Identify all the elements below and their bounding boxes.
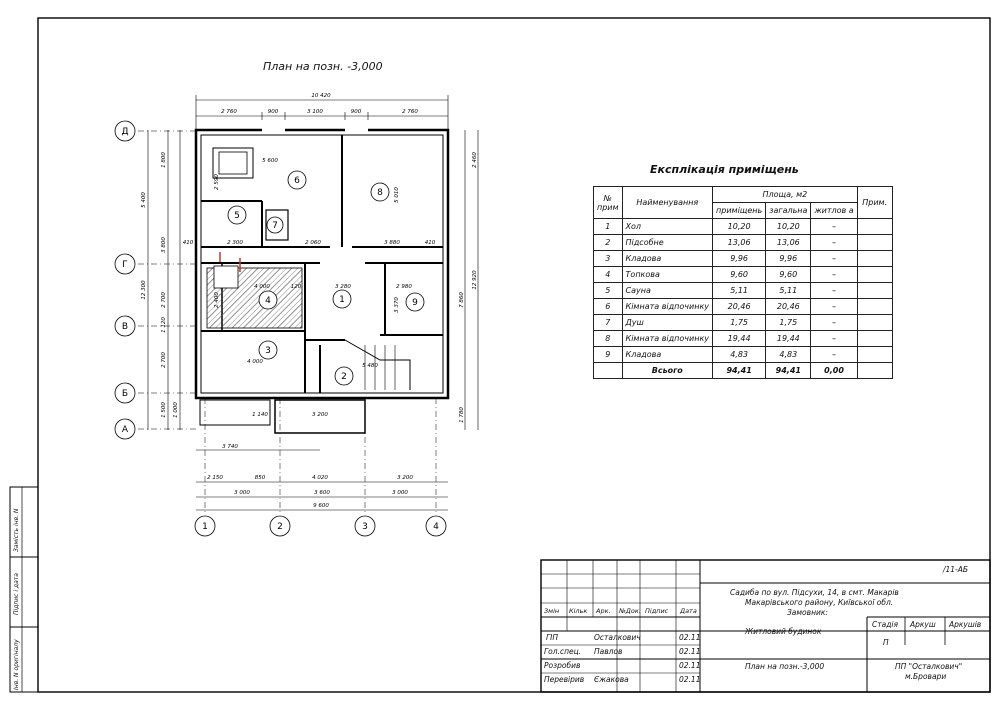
cell: 19,44 [766, 331, 811, 347]
cell: 5,11 [766, 283, 811, 299]
table-row [594, 219, 893, 235]
side-stamp-replacement: Замість інв. N [13, 508, 20, 552]
cell: 13,06 [713, 235, 766, 251]
dim-left: 1 000 [173, 402, 179, 418]
stage-label: Стадія [872, 620, 898, 629]
cell: 10,20 [766, 219, 811, 235]
dim-left: 2 700 [161, 292, 167, 308]
cell: – [811, 347, 857, 363]
cell: Сауна [622, 283, 713, 299]
cell: 20,46 [766, 299, 811, 315]
dim-total-bottom: 9 600 [313, 503, 329, 509]
cell: – [811, 251, 857, 267]
table-row [594, 235, 893, 251]
dim-bottom: 4 020 [312, 475, 328, 481]
dim-top: 3 100 [307, 109, 323, 115]
cell: 7 [594, 315, 623, 331]
building-name: Житловий будинок [745, 627, 822, 636]
dim-interior: 2 060 [305, 240, 321, 246]
dim-left: 1 120 [161, 317, 167, 333]
cell: – [811, 299, 857, 315]
table-row [594, 331, 893, 347]
table-row [594, 347, 893, 363]
cell: – [811, 267, 857, 283]
room-number-4: 4 [265, 296, 271, 306]
date: 02.11 [679, 661, 701, 670]
dim-interior: 2 590 [214, 174, 220, 190]
date: 02.11 [679, 633, 701, 642]
dim-left: 2 700 [161, 352, 167, 368]
dim-bottom2: 3 000 [234, 490, 250, 496]
dim-interior: 4 000 [247, 359, 263, 365]
axis-label-a: А [121, 425, 129, 435]
header-name: Найменування [622, 187, 713, 219]
dim-interior: 4 000 [254, 284, 270, 290]
cell: 2 [594, 235, 623, 251]
date: 02.11 [679, 675, 701, 684]
cell: 94,41 [766, 363, 811, 379]
cell: 9,96 [713, 251, 766, 267]
dim-interior: 5 480 [362, 363, 378, 369]
cell: 19,44 [713, 331, 766, 347]
dim-interior: 410 [182, 240, 194, 246]
dim-interior: 1 140 [252, 412, 268, 418]
room-number-6: 6 [294, 176, 300, 186]
cell: – [811, 331, 857, 347]
cell: 3 [594, 251, 623, 267]
cell: – [811, 235, 857, 251]
dim-right: 12 920 [472, 270, 478, 290]
cell [857, 331, 892, 347]
role: Гол.спец. [544, 647, 582, 656]
table-total-row [594, 363, 893, 379]
dim-right: 1 780 [459, 407, 465, 423]
col-header: Змін [544, 607, 560, 615]
col-header: Підпис [645, 607, 669, 615]
cell: 4,83 [713, 347, 766, 363]
cell: Душ [622, 315, 713, 331]
person-name: Осталкович [594, 633, 641, 642]
cell: 8 [594, 331, 623, 347]
organization-line-2: м.Бровари [905, 672, 947, 681]
organization-line-1: ПП "Осталкович" [895, 662, 963, 671]
cell: 9,60 [713, 267, 766, 283]
table-row [594, 283, 893, 299]
dim-interior: 2 300 [227, 240, 243, 246]
room-number-7: 7 [272, 221, 278, 231]
cell: Всього [622, 363, 713, 379]
dim-bottom: 850 [254, 475, 266, 481]
cell: Кладова [622, 251, 713, 267]
dim-interior: 2 400 [214, 292, 220, 308]
cell: Топкова [622, 267, 713, 283]
cell [857, 315, 892, 331]
dim-total-top: 10 420 [311, 93, 331, 99]
cell: 9,60 [766, 267, 811, 283]
cell: Кімната відпочинку [622, 299, 713, 315]
role: Розробив [544, 661, 581, 670]
cell [857, 299, 892, 315]
cell [857, 347, 892, 363]
dim-interior: 3 200 [312, 412, 328, 418]
room-number-9: 9 [412, 298, 418, 308]
dim-left: 3 800 [161, 237, 167, 253]
side-stamp-inventory: Інв. N оригіналу [13, 639, 20, 690]
sheet-name: План на позн.-3,000 [745, 662, 825, 671]
dim-top: 900 [350, 109, 362, 115]
stage-value: П [883, 638, 889, 647]
col-header: Дата [680, 607, 697, 615]
cell: 94,41 [713, 363, 766, 379]
header-area: Площа, м2 [713, 187, 858, 203]
drawing-code: /11-АБ [943, 565, 969, 574]
axis-label-g: Г [122, 260, 128, 270]
project-line-1: Садиба по вул. Підсухи, 14, в смт. Макарів [730, 588, 899, 597]
dim-interior: 120 [290, 284, 302, 290]
cell: 20,46 [713, 299, 766, 315]
dim-left: 1 500 [161, 402, 167, 418]
dim-interior: 3 280 [335, 284, 351, 290]
cell [594, 363, 623, 379]
side-stamp-signature: Підпис і дата [13, 573, 20, 615]
cell: 1,75 [713, 315, 766, 331]
col-header: Арк. [596, 607, 611, 615]
date: 02.11 [679, 647, 701, 656]
room-number-5: 5 [234, 211, 240, 221]
dim-right: 7 860 [459, 292, 465, 308]
col-header: №Док. [619, 607, 641, 615]
dim-bottom: 3 200 [397, 475, 413, 481]
cell: – [811, 283, 857, 299]
dim-left: 5 400 [141, 192, 147, 208]
person-name: Павлов [594, 647, 623, 656]
explication-title: Експлікація приміщень [650, 163, 799, 176]
cell: 13,06 [766, 235, 811, 251]
cell: 1 [594, 219, 623, 235]
axis-label-2: 2 [277, 522, 283, 532]
header-note: Прим. [857, 187, 892, 219]
dim-interior: 3 370 [394, 297, 400, 313]
dim-bottom: 2 150 [207, 475, 223, 481]
cell: – [811, 315, 857, 331]
cell: 9,96 [766, 251, 811, 267]
axis-label-b: Б [121, 389, 129, 399]
dimension-lines [148, 95, 478, 510]
cell [857, 267, 892, 283]
customer-label: Замовник: [787, 608, 828, 617]
cell: Кладова [622, 347, 713, 363]
room-number-3: 3 [265, 346, 271, 356]
dim-top: 2 760 [402, 109, 418, 115]
cell [857, 283, 892, 299]
dim-interior: 3 740 [222, 444, 238, 450]
room-number-8: 8 [377, 188, 383, 198]
header-area-living: житлов а [811, 203, 857, 219]
axis-label-d: Д [121, 127, 129, 137]
cell: 6 [594, 299, 623, 315]
cell [857, 251, 892, 267]
cell: Кімната відпочинку [622, 331, 713, 347]
col-header: Кільк [569, 607, 588, 615]
table-row [594, 251, 893, 267]
room-number-2: 2 [341, 372, 347, 382]
dim-top: 900 [267, 109, 279, 115]
axis-label-4: 4 [433, 522, 439, 532]
cell [857, 363, 892, 379]
room-number-1: 1 [339, 295, 345, 305]
dim-interior: 2 980 [396, 284, 412, 290]
dim-interior: 5 600 [262, 158, 278, 164]
table-row [594, 315, 893, 331]
cell: Хол [622, 219, 713, 235]
dim-left: 12 300 [141, 280, 147, 300]
cell: 10,20 [713, 219, 766, 235]
table-row [594, 267, 893, 283]
header-area-total: загальна [766, 203, 811, 219]
cell: 9 [594, 347, 623, 363]
cell: 4 [594, 267, 623, 283]
dim-bottom2: 3 600 [314, 490, 330, 496]
cell: 4,83 [766, 347, 811, 363]
project-line-2: Макарівського району, Київської обл. [745, 598, 894, 607]
dim-interior: 3 880 [384, 240, 400, 246]
sheets-label: Аркушів [949, 620, 982, 629]
explication-table [593, 186, 893, 379]
cell [857, 219, 892, 235]
dim-top: 2 760 [221, 109, 237, 115]
cell: 5 [594, 283, 623, 299]
dim-left: 1 800 [161, 152, 167, 168]
dim-bottom2: 3 000 [392, 490, 408, 496]
axis-label-1: 1 [202, 522, 208, 532]
cell: Підсобне [622, 235, 713, 251]
cell: 0,00 [811, 363, 857, 379]
header-area-room: приміщень [713, 203, 766, 219]
role: Перевірив [544, 675, 585, 684]
axis-label-v: В [121, 322, 129, 332]
cell [857, 235, 892, 251]
dim-right: 2 460 [472, 152, 478, 168]
cell: 1,75 [766, 315, 811, 331]
plan-title: План на позн. -3,000 [263, 60, 383, 73]
dim-interior: 5 010 [394, 187, 400, 203]
dim-interior: 410 [424, 240, 436, 246]
role: ГІП [546, 633, 559, 642]
table-row [594, 299, 893, 315]
axis-label-3: 3 [362, 522, 368, 532]
cell: – [811, 219, 857, 235]
header-num: № прим [594, 187, 623, 219]
person-name: Єжакова [594, 675, 629, 684]
cell: 5,11 [713, 283, 766, 299]
sheet-label: Аркуш [910, 620, 936, 629]
